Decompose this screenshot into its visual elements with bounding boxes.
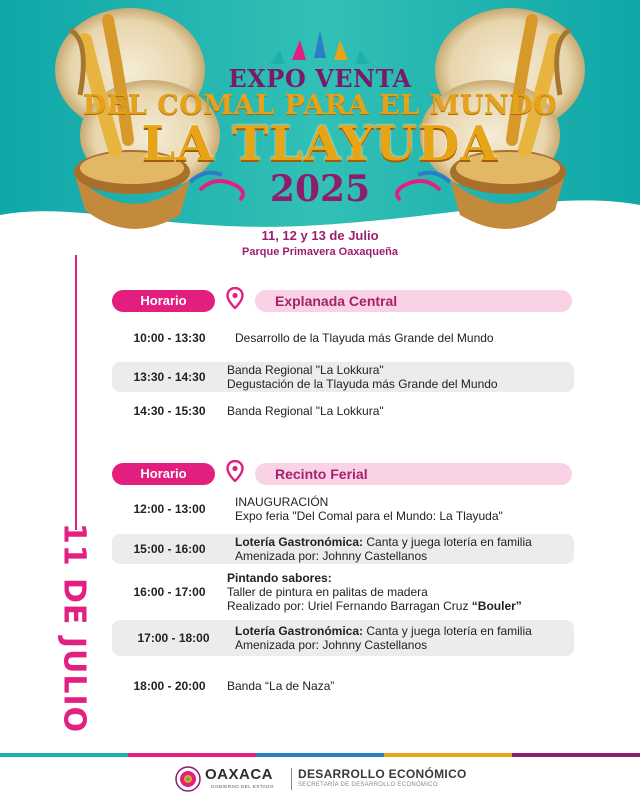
footer-dept-name: DESARROLLO ECONÓMICO [298,767,467,781]
schedule-row [112,570,574,614]
event-title [0,0,640,220]
row-time: 16:00 - 17:00 [133,585,206,599]
oaxaca-logo-icon [175,766,201,792]
row-line-text: Canta y juega lotería en familia [363,535,532,549]
title-line-comal: DEL COMAL PARA EL MUNDO [82,90,558,121]
row-line: Degustación de la Tlayuda más Grande del Mundo [227,377,498,391]
row-line-bold: “Bouler” [471,599,522,613]
footer [0,762,640,794]
row-line: Amenizada por: Johnny Castellanos [235,549,428,563]
row-description [227,535,532,563]
title-line-tlayuda: LA TLAYUDA [141,116,499,172]
title-year: 2025 [269,168,371,210]
horario-pill: Horario [112,290,215,312]
row-line: INAUGURACIÓN [235,495,329,509]
row-line-text: Realizado por: Uriel Fernando Barragan Cruz [227,599,472,613]
row-line: Taller de pintura en palitas de madera [227,585,428,599]
venue-pill: Recinto Ferial [255,463,572,485]
row-description [227,404,384,418]
schedule-row [112,400,574,422]
row-time: 15:00 - 16:00 [133,542,206,556]
row-line: Desarrollo de la Tlayuda más Grande del Mundo [235,331,494,345]
row-description [235,624,532,652]
row-line [235,535,532,549]
location-pin-icon [226,287,244,309]
row-description [227,331,494,345]
schedule-row [112,326,574,350]
row-line-bold: Lotería Gastronómica: [235,535,364,549]
footer-org-sub: GOBIERNO DEL ESTADO [211,784,275,789]
row-line-bold: Pintando sabores: [227,571,332,585]
row-description [227,363,498,391]
schedule-row [112,675,574,697]
schedule-row [112,534,574,564]
row-line: Banda Regional "La Lokkura" [227,404,384,418]
venue-text: Parque Primavera Oaxaqueña [242,246,398,258]
event-dates [0,228,640,258]
row-line-text: Canta y juega lotería en familia [363,624,532,638]
horario-pill: Horario [112,463,215,485]
footer-org-name: OAXACA [205,766,274,783]
schedule-row [112,362,574,392]
row-time: 18:00 - 20:00 [133,679,206,693]
row-line: Banda Regional "La Lokkura" [227,363,384,377]
day-label [46,522,102,733]
row-time: 14:30 - 15:30 [133,404,206,418]
footer-separator [291,768,292,790]
row-line [227,571,522,585]
section-header-explanada [112,290,572,312]
row-line: Banda “La de Naza” [227,679,335,693]
day-label-text: 11 DE JULIO [56,522,92,733]
row-time: 12:00 - 13:00 [133,502,206,516]
row-time: 13:30 - 14:30 [133,370,206,384]
row-time: 10:00 - 13:30 [133,331,206,345]
day-divider-line [75,255,77,530]
row-line: Amenizada por: Johnny Castellanos [235,638,428,652]
dates-text: 11, 12 y 13 de Julio [261,228,379,243]
row-description [227,495,503,523]
row-description [227,571,522,613]
footer-color-bar [0,753,640,757]
venue-pill: Explanada Central [255,290,572,312]
row-line: Expo feria "Del Comal para el Mundo: La Tlayuda" [235,509,503,523]
section-header-recinto [112,463,572,485]
row-line-bold: Lotería Gastronómica: [235,624,364,638]
schedule-row [112,494,574,524]
schedule-row [112,620,574,656]
location-pin-icon [226,460,244,482]
footer-dept-sub: SECRETARÍA DE DESARROLLO ECONÓMICO [298,782,438,788]
row-line [227,599,522,613]
row-time: 17:00 - 18:00 [137,631,210,645]
row-description [227,679,334,693]
row-line [235,624,532,638]
title-line-expo: EXPO VENTA [228,64,412,93]
